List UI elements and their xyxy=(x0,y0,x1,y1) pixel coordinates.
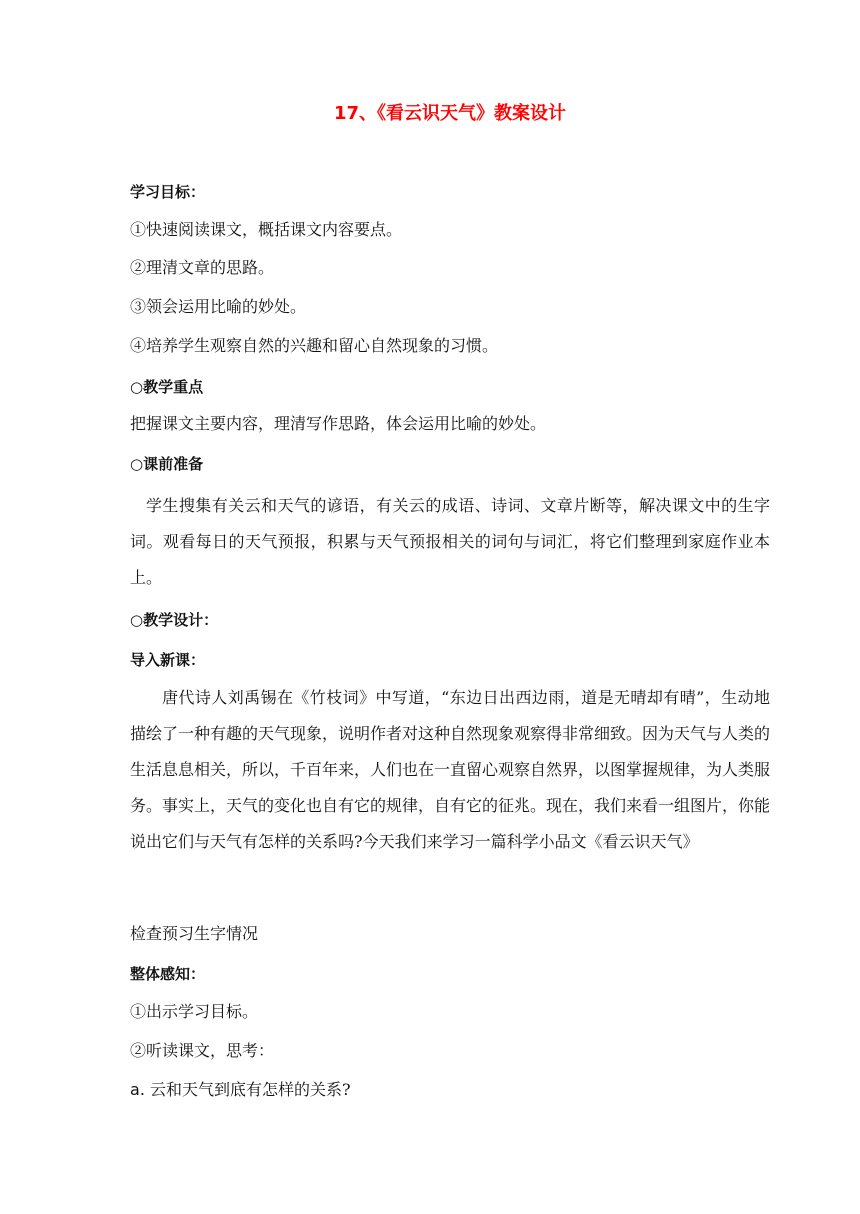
objective-item-1: ①快速阅读课文，概括课文内容要点。 xyxy=(130,220,403,239)
intro-paragraph: 唐代诗人刘禹锡在《竹枝词》中写道，“东边日出西边雨，道是无晴却有晴”，生动地描绘了一种有趣的天气现象，说明作者对这种自然现象观察得非常细致。因为天气与人类的生活息息相关，所以，千百年来，人们也在一直留心观察自然界，以图掌握规律，为人类服务。事实上，天气的变化也自有它的规律，自有它的征兆。现在，我们来看一组图片，你能说出它们与天气有怎样的关系吗?今天我们来学习一篇科学小品文《看云识天气》 xyxy=(130,688,771,851)
check-preview-line: 检查预习生字情况 xyxy=(130,924,259,943)
preparation-paragraph: 学生搜集有关云和天气的谚语，有关云的成语、诗词、文章片断等，解决课文中的生字词。观看每日的天气预报，积累与天气预报相关的词句与词汇，将它们整理到家庭作业本上。 xyxy=(130,496,770,587)
question-a-text: . 云和天气到底有怎样的关系? xyxy=(139,1080,351,1099)
objective-item-2: ②理清文章的思路。 xyxy=(130,258,275,277)
question-a xyxy=(130,1078,351,1102)
design-heading: ○教学设计： xyxy=(130,611,219,629)
overall-item-2: ②听读课文，思考： xyxy=(130,1041,275,1060)
objective-item-3: ③领会运用比喻的妙处。 xyxy=(130,297,307,316)
overall-item-1: ①出示学习目标。 xyxy=(130,1002,259,1021)
objectives-heading: 学习目标： xyxy=(130,183,206,201)
key-points-heading: ○教学重点 xyxy=(130,378,204,396)
document-title: 17、《看云识天气》教案设计 xyxy=(333,103,567,124)
intro-heading: 导入新课： xyxy=(130,651,206,669)
question-a-label: a xyxy=(130,1080,140,1099)
preparation-heading: ○课前准备 xyxy=(130,455,204,473)
overall-heading: 整体感知： xyxy=(130,965,206,983)
objective-item-4: ④培养学生观察自然的兴趣和留心自然现象的习惯。 xyxy=(130,336,499,355)
key-points-text: 把握课文主要内容，理清写作思路，体会运用比喻的妙处。 xyxy=(130,414,547,433)
